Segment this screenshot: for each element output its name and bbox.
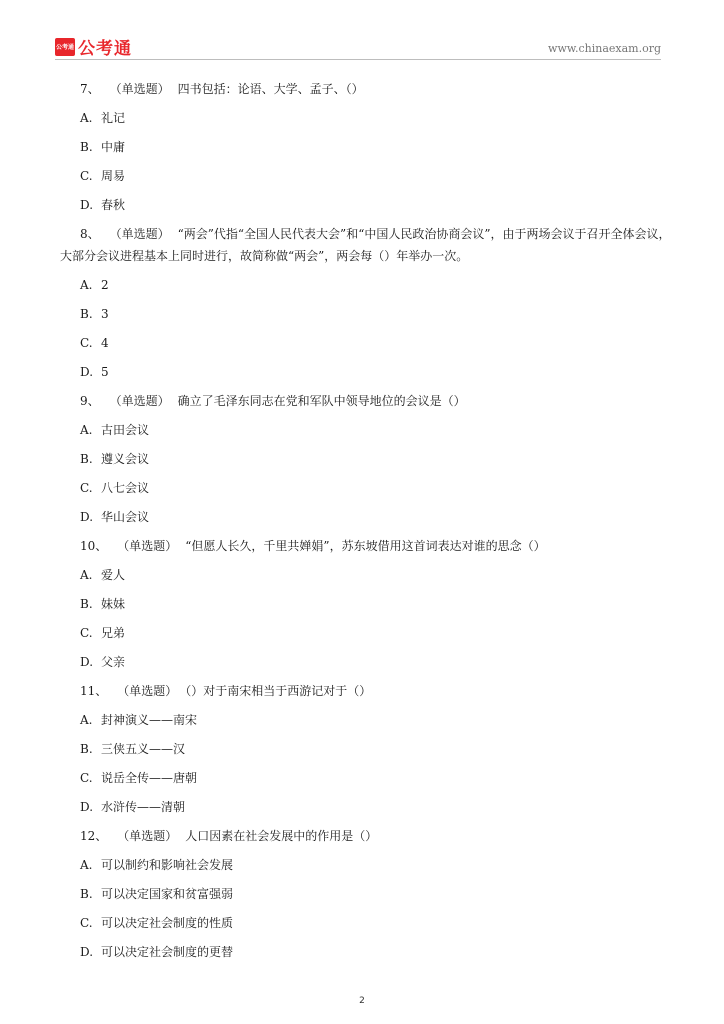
option-c bbox=[80, 912, 675, 934]
option-letter: A. bbox=[80, 111, 93, 125]
option-a bbox=[80, 564, 675, 586]
question-type: （单选题） bbox=[109, 227, 170, 241]
option-text: 古田会议 bbox=[101, 423, 150, 437]
page-number: 2 bbox=[359, 996, 365, 1006]
option-b bbox=[80, 593, 675, 615]
question-7 bbox=[60, 78, 675, 100]
question-number: 11、 bbox=[80, 684, 108, 698]
question-type: （单选题） bbox=[109, 394, 170, 408]
option-letter: C. bbox=[80, 336, 93, 350]
option-c bbox=[80, 165, 675, 187]
option-letter: A. bbox=[80, 713, 93, 727]
logo-badge-icon: 公考通 bbox=[55, 38, 75, 56]
option-b bbox=[80, 303, 675, 325]
logo-text: 公考通 bbox=[78, 39, 132, 59]
option-d bbox=[80, 941, 675, 963]
option-letter: B. bbox=[80, 887, 93, 901]
option-text: 可以制约和影响社会发展 bbox=[101, 858, 234, 872]
option-letter: D. bbox=[80, 945, 94, 959]
question-12 bbox=[60, 825, 675, 847]
option-text: 说岳全传——唐朝 bbox=[101, 771, 198, 785]
option-b bbox=[80, 738, 675, 760]
option-letter: A. bbox=[80, 278, 93, 292]
option-d bbox=[80, 194, 675, 216]
option-b bbox=[80, 136, 675, 158]
option-letter: C. bbox=[80, 626, 93, 640]
option-d bbox=[80, 361, 675, 383]
question-text: 四书包括：论语、大学、孟子、（） bbox=[177, 82, 364, 96]
option-letter: C. bbox=[80, 169, 93, 183]
option-letter: B. bbox=[80, 452, 93, 466]
page-header bbox=[55, 34, 661, 58]
option-text: 华山会议 bbox=[101, 510, 150, 524]
question-number: 7、 bbox=[80, 82, 100, 96]
option-text: 2 bbox=[101, 278, 109, 292]
question-number: 10、 bbox=[80, 539, 108, 553]
question-text: 确立了毛泽东同志在党和军队中领导地位的会议是（） bbox=[177, 394, 466, 408]
option-text: 礼记 bbox=[101, 111, 126, 125]
option-letter: A. bbox=[80, 423, 93, 437]
option-letter: B. bbox=[80, 307, 93, 321]
header-divider bbox=[55, 59, 661, 60]
question-10 bbox=[60, 535, 675, 557]
option-letter: B. bbox=[80, 742, 93, 756]
option-c bbox=[80, 332, 675, 354]
option-a bbox=[80, 709, 675, 731]
option-text: 父亲 bbox=[101, 655, 126, 669]
question-11 bbox=[60, 680, 675, 702]
option-b bbox=[80, 883, 675, 905]
question-type: （单选题） bbox=[117, 684, 178, 698]
option-text: 可以决定社会制度的更替 bbox=[101, 945, 234, 959]
option-text: 可以决定国家和贫富强弱 bbox=[101, 887, 234, 901]
question-type: （单选题） bbox=[117, 829, 178, 843]
option-letter: D. bbox=[80, 198, 94, 212]
option-text: 遵义会议 bbox=[101, 452, 150, 466]
option-text: 中庸 bbox=[101, 140, 126, 154]
option-d bbox=[80, 796, 675, 818]
question-number: 12、 bbox=[80, 829, 108, 843]
option-text: 八七会议 bbox=[101, 481, 150, 495]
option-a bbox=[80, 274, 675, 296]
option-a bbox=[80, 107, 675, 129]
option-text: 兄弟 bbox=[101, 626, 126, 640]
option-c bbox=[80, 622, 675, 644]
option-text: 3 bbox=[101, 307, 109, 321]
option-text: 妹妹 bbox=[101, 597, 126, 611]
option-letter: D. bbox=[80, 800, 94, 814]
option-text: 5 bbox=[101, 365, 109, 379]
option-c bbox=[80, 477, 675, 499]
question-number: 8、 bbox=[80, 227, 100, 241]
question-8 bbox=[60, 223, 675, 267]
question-text: 人口因素在社会发展中的作用是（） bbox=[185, 829, 378, 843]
option-a bbox=[80, 854, 675, 876]
option-letter: B. bbox=[80, 140, 93, 154]
option-letter: B. bbox=[80, 597, 93, 611]
question-list bbox=[60, 78, 675, 970]
option-letter: C. bbox=[80, 771, 93, 785]
question-text: “两会”代指“全国人民代表大会”和“中国人民政治协商会议”，由于两场会议于召开全体会议，大部分会议进程基本上同时进行，故简称做“两会”，两会每（）年举办一次。 bbox=[60, 227, 671, 263]
option-text: 春秋 bbox=[101, 198, 126, 212]
question-type: （单选题） bbox=[117, 539, 178, 553]
option-letter: D. bbox=[80, 510, 94, 524]
option-text: 4 bbox=[101, 336, 109, 350]
question-9 bbox=[60, 390, 675, 412]
option-d bbox=[80, 506, 675, 528]
option-text: 水浒传——清朝 bbox=[101, 800, 186, 814]
site-url: www.chinaexam.org bbox=[548, 42, 661, 55]
option-text: 可以决定社会制度的性质 bbox=[101, 916, 234, 930]
option-text: 封神演义——南宋 bbox=[101, 713, 198, 727]
option-letter: D. bbox=[80, 365, 94, 379]
option-text: 爱人 bbox=[101, 568, 126, 582]
option-letter: A. bbox=[80, 568, 93, 582]
question-number: 9、 bbox=[80, 394, 100, 408]
option-b bbox=[80, 448, 675, 470]
option-d bbox=[80, 651, 675, 673]
option-letter: D. bbox=[80, 655, 94, 669]
option-a bbox=[80, 419, 675, 441]
option-letter: C. bbox=[80, 481, 93, 495]
option-text: 周易 bbox=[101, 169, 126, 183]
option-letter: C. bbox=[80, 916, 93, 930]
question-type: （单选题） bbox=[109, 82, 170, 96]
option-letter: A. bbox=[80, 858, 93, 872]
question-text: （）对于南宋相当于西游记对于（） bbox=[185, 684, 372, 698]
brand-logo bbox=[55, 34, 132, 59]
question-text: “但愿人长久，千里共婵娟”，苏东坡借用这首词表达对谁的思念（） bbox=[185, 539, 546, 553]
option-text: 三侠五义——汉 bbox=[101, 742, 186, 756]
option-c bbox=[80, 767, 675, 789]
